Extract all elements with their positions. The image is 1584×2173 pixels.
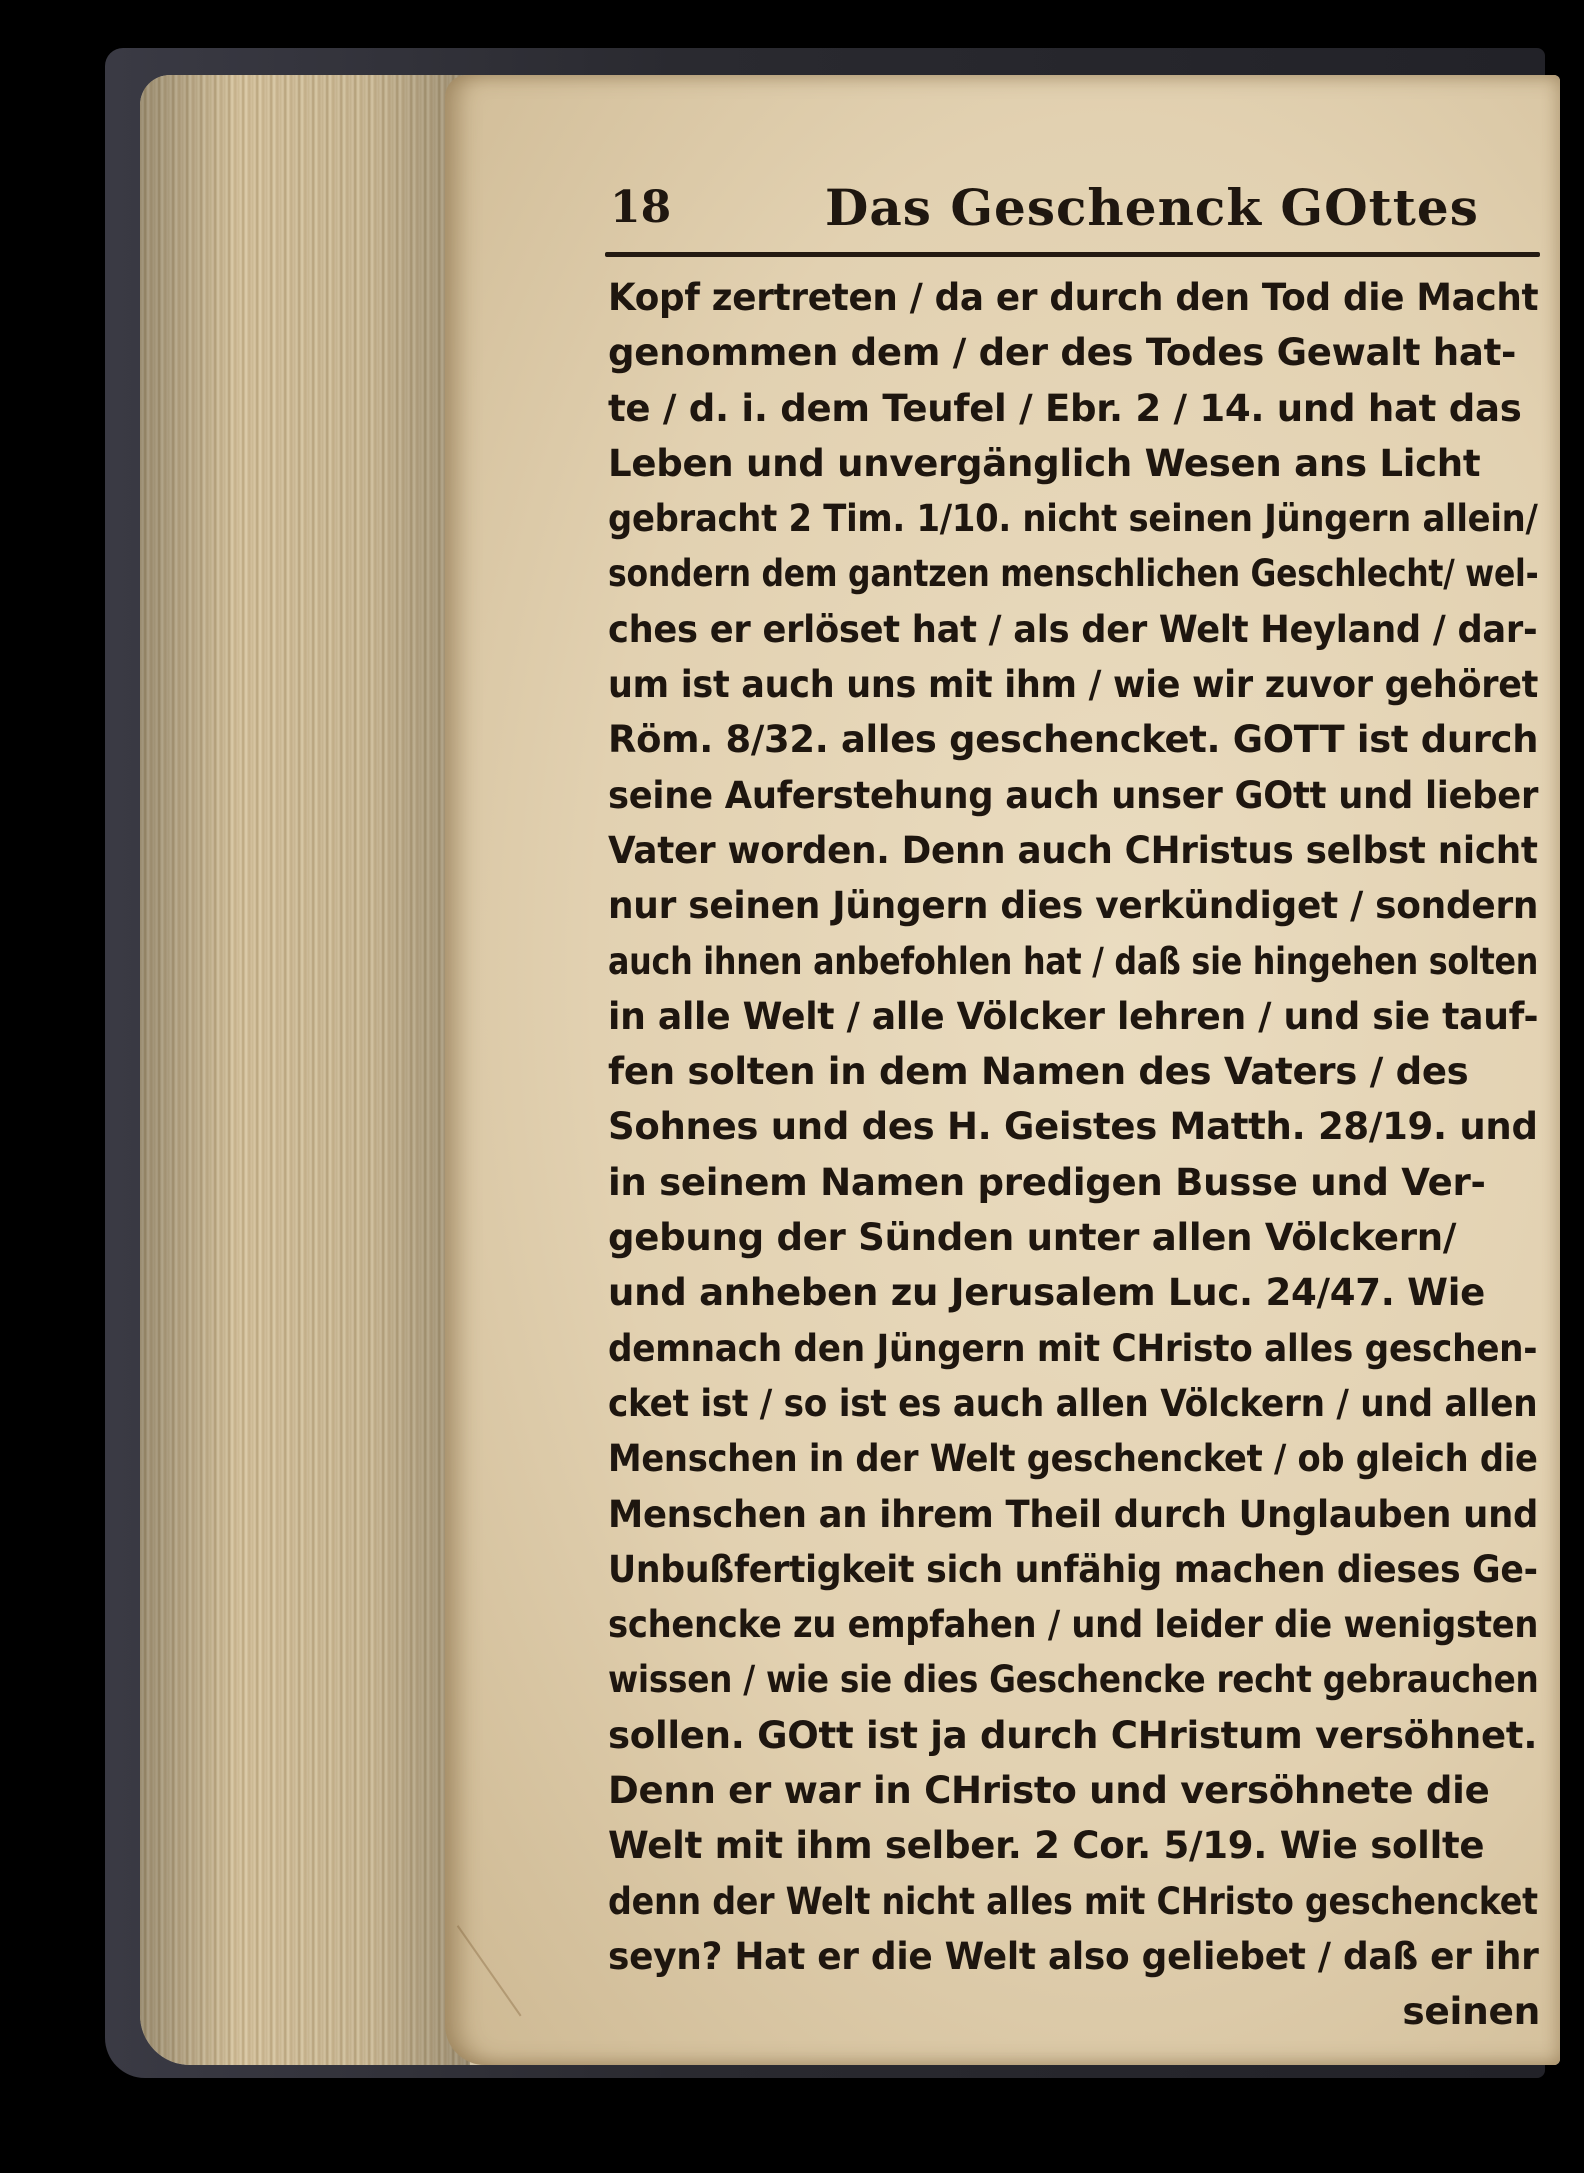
running-title: Das Geschenck GOttes [825, 178, 1479, 237]
text-line: sondern dem gantzen menschlichen Geschlecht/ wel- [608, 551, 1539, 596]
text-line: schencke zu empfahen / und leider die wenigsten [608, 1602, 1539, 1647]
text-line: Denn er war in CHristo und versöhnete die [608, 1768, 1490, 1813]
text-line: sollen. GOtt ist ja durch CHristum versöhnet. [608, 1712, 1538, 1757]
text-line: Unbußfertigkeit sich unfähig machen dieses Ge- [608, 1546, 1538, 1591]
text-line: in seinem Namen predigen Busse und Ver- [608, 1159, 1486, 1204]
catchword: seinen [1402, 1989, 1540, 2034]
text-line: genommen dem / der des Todes Gewalt hat- [608, 330, 1517, 375]
text-line: te / d. i. dem Teufel / Ebr. 2 / 14. und hat das [608, 385, 1522, 430]
text-line: Röm. 8/32. alles geschencket. GOTT ist durch [608, 717, 1539, 762]
header-rule [605, 252, 1540, 257]
text-line: denn der Welt nicht alles mit CHristo geschencket [608, 1878, 1538, 1923]
text-line: ches er erlöset hat / als der Welt Heyland / dar- [608, 606, 1538, 651]
text-line: fen solten in dem Namen des Vaters / des [608, 1049, 1469, 1094]
text-line: Vater worden. Denn auch CHristus selbst nicht [608, 827, 1538, 872]
text-line: gebracht 2 Tim. 1/10. nicht seinen Jüngern allein/ [608, 496, 1538, 541]
text-line: nur seinen Jüngern dies verkündiget / sondern [608, 883, 1539, 928]
page-header [610, 178, 1540, 248]
page-edges [140, 75, 470, 2065]
text-line: in alle Welt / alle Völcker lehren / und sie tauf- [608, 993, 1539, 1038]
text-line: cket ist / so ist es auch allen Völckern / und allen [608, 1380, 1538, 1425]
text-line: wissen / wie sie dies Geschencke recht gebrauchen [608, 1657, 1539, 1702]
text-line: um ist auch uns mit ihm / wie wir zuvor gehöret [608, 662, 1539, 707]
text-line: auch ihnen anbefohlen hat / daß sie hingehen solten [608, 938, 1539, 983]
body-text [608, 270, 1548, 2040]
text-line: gebung der Sünden unter allen Völckern/ [608, 1215, 1457, 1260]
text-line: Sohnes und des H. Geistes Matth. 28/19. und [608, 1104, 1538, 1149]
page-number: 18 [610, 182, 672, 233]
text-line: seyn? Hat er die Welt also geliebet / daß er ihr [608, 1933, 1539, 1978]
text-line: und anheben zu Jerusalem Luc. 24/47. Wie [608, 1270, 1486, 1315]
text-line: seine Auferstehung auch unser GOtt und lieber [608, 772, 1539, 817]
text-line: Menschen in der Welt geschencket / ob gleich die [608, 1436, 1538, 1481]
text-line: Menschen an ihrem Theil durch Unglauben und [608, 1491, 1539, 1536]
text-line: demnach den Jüngern mit CHristo alles geschen- [608, 1325, 1538, 1370]
text-line: Leben und unvergänglich Wesen ans Licht [608, 440, 1481, 485]
text-line: Welt mit ihm selber. 2 Cor. 5/19. Wie sollte [608, 1823, 1485, 1868]
text-line: Kopf zertreten / da er durch den Tod die Macht [608, 275, 1539, 319]
